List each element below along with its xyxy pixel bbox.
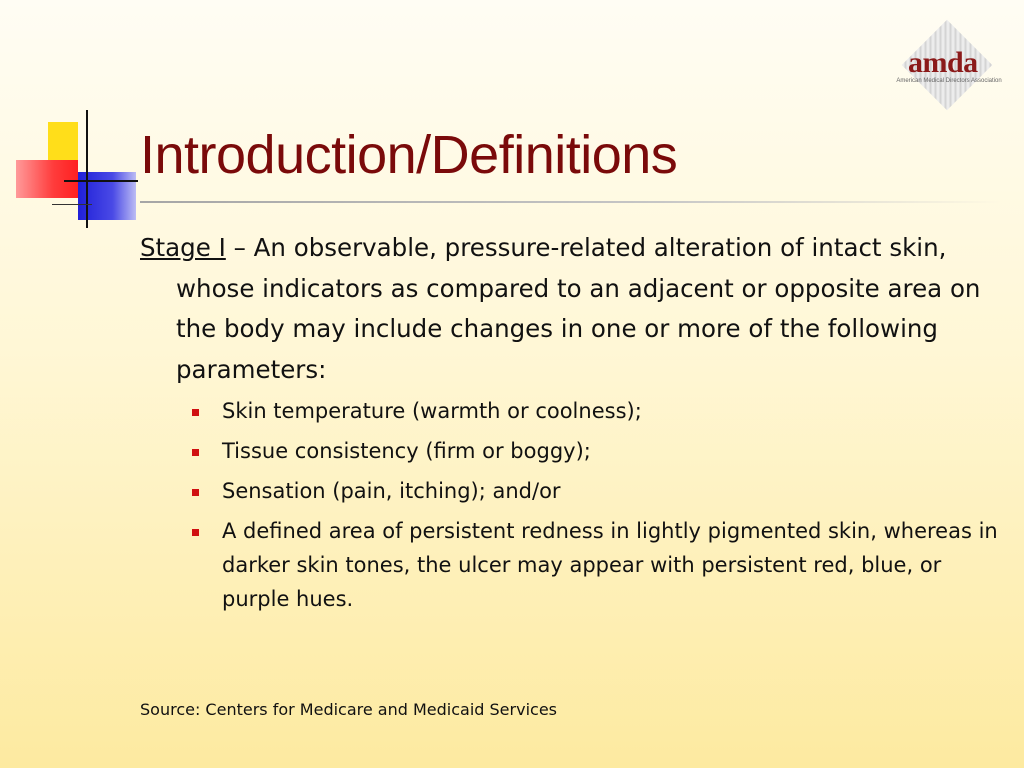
logo-subtitle: American Medical Directors Association — [896, 78, 1002, 84]
decor-red-square — [16, 160, 78, 198]
title-divider — [140, 201, 1000, 203]
amda-logo — [894, 22, 1004, 112]
decor-yellow-square — [48, 122, 78, 160]
logo-wordmark: amda — [908, 46, 978, 79]
slide-body — [140, 228, 1000, 622]
parameter-list — [140, 394, 1000, 616]
decor-vertical-line — [86, 110, 88, 228]
definition-term: Stage I — [140, 233, 226, 262]
list-item: Tissue consistency (firm or boggy); — [222, 434, 1000, 468]
slide-title: Introduction/Definitions — [140, 125, 678, 185]
definition-paragraph — [140, 228, 1000, 390]
list-item: Sensation (pain, itching); and/or — [222, 474, 1000, 508]
source-citation: Source: Centers for Medicare and Medicaid Services — [140, 700, 557, 719]
decor-horizontal-line — [64, 180, 138, 182]
decor-horizontal-line-short — [52, 204, 92, 205]
definition-text: – An observable, pressure-related alteration of intact skin, whose indicators as compared to an adjacent or opposite area on the body may include changes in one or more of the following parameters: — [176, 233, 981, 384]
list-item: A defined area of persistent redness in lightly pigmented skin, whereas in darker skin tones, the ulcer may appear with persistent red, blue, or purple hues. — [222, 514, 1000, 616]
list-item: Skin temperature (warmth or coolness); — [222, 394, 1000, 428]
